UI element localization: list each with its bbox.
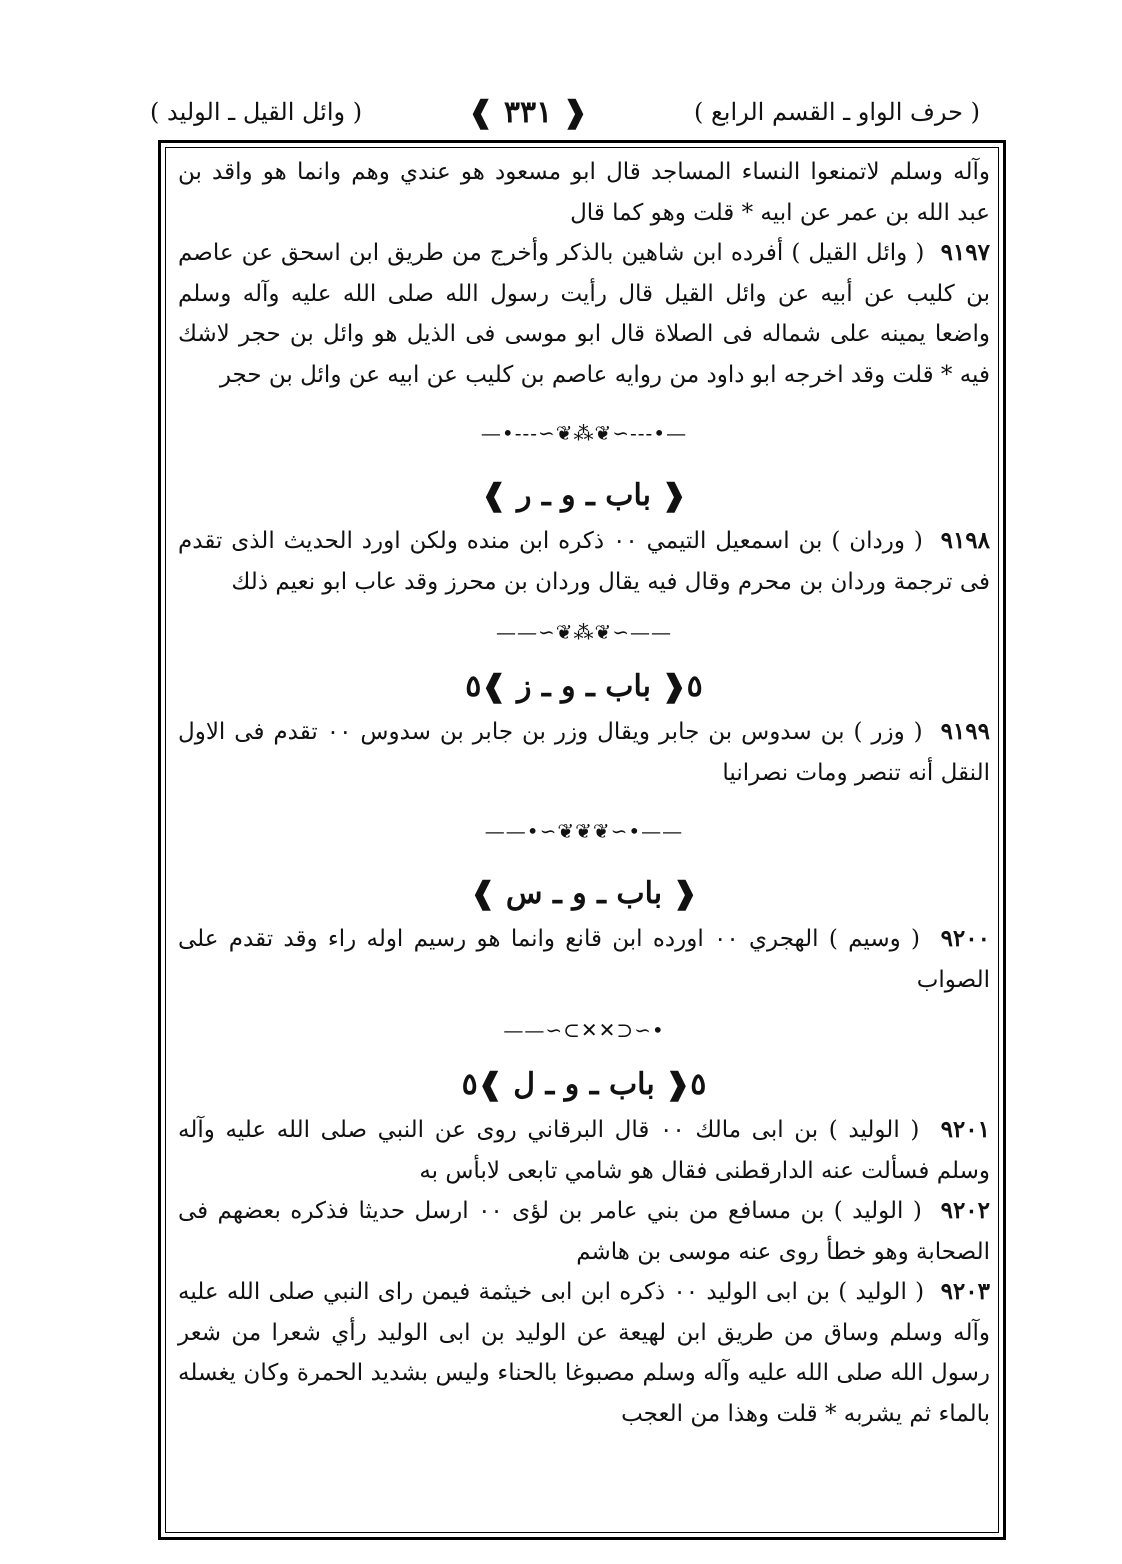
entry-number: ٩٢٠٢ (940, 1197, 991, 1224)
section-heading: ❰ باب ـ و ـ ر ❱ (481, 478, 687, 513)
entry-number: ٩١٩٩ (940, 718, 990, 745)
entry-text: ( الوليد ) بن مسافع من بني عامر بن لؤى ٠٠ ارسل حديثا فذكره بعضهم فى الصحابة وهو خطأ روى عنه موسى بن هاشم (178, 1198, 990, 1265)
entry-9198 (178, 521, 990, 602)
section-heading: ❰ باب ـ و ـ س ❱ (470, 876, 698, 911)
continued-line-1: وآله وسلم لاتمنعوا النساء المساجد قال ابو مسعود هو عندي وهم وانما هو واقد بن عبد الله بن عمر عن (178, 159, 990, 226)
entry-9201 (178, 1110, 990, 1191)
entry-text: ( وسيم ) الهجري ٠٠ اورده ابن قانع وانما هو رسيم اوله راء وقد تقدم على الصواب (178, 926, 990, 993)
entry-text: ( الوليد ) بن ابى الوليد ٠٠ ذكره ابن ابى خيثمة فيمن راى النبي صلى الله عليه وآله وسلم وساق من طريق ابن لهيعة عن الوليد بن ابى الوليد رأي شعرا من شعر رسول الله صلى الله عليه وآله وسلم مصبوغا بالحناء وليس بشديد الحمرة وكان يغسله بالماء ثم يشربه * قلت وهذا من العجب (178, 1279, 990, 1427)
page-header (150, 92, 980, 132)
entry-9199 (178, 712, 990, 793)
entry-text: ( وردان ) بن اسمعيل التيمي ٠٠ ذكره ابن منده ولكن اورد الحديث الذى تقدم فى ترجمة وردان بن محرم وقال فيه يقال وردان بن محرز وقد عاب ابو نعيم ذلك (178, 528, 990, 595)
ornament-divider: ——∽❦⁂❦∽—— (495, 620, 673, 644)
ornament-divider: ——•∽❦❦❦∽•—— (484, 819, 684, 843)
section-heading: ٥❰ باب ـ و ـ ز ❱٥ (465, 669, 703, 704)
entry-number: ٩٢٠١ (940, 1116, 990, 1143)
entry-number: ٩١٩٧ (940, 239, 990, 266)
page-body (178, 152, 990, 1434)
entry-text: ( وائل القيل ) أفرده ابن شاهين بالذكر وأخرج من طريق ابن اسحق عن عاصم بن كليب عن أبيه عن وائل القيل قال رأيت رسول الله صلى الله عليه وآله وسلم واضعا يمينه على شماله فى الصلاة قال ابو موسى فى الذيل هو وائل بن حجر لاشك فيه * قلت وقد اخرجه ابو داود من روايه عاصم بن كليب عن ابيه عن وائل بن حجر (178, 240, 990, 388)
entry-number: ٩٢٠٣ (940, 1278, 990, 1305)
entry-number: ٩١٩٨ (940, 527, 991, 554)
entry-number: ٩٢٠٠ (940, 925, 990, 952)
ornament-divider: ——∽⊂✕✕⊃∽• (503, 1018, 665, 1042)
entry-9203 (178, 1272, 990, 1434)
entry-9197 (178, 233, 990, 395)
page-number: ❰ ٣٣١ ❱ (468, 94, 588, 130)
continued-line-2: ابيه * قلت وهو كما قال (570, 199, 793, 226)
running-head-left: ( وائل القيل ـ الوليد ) (150, 98, 363, 126)
running-head-right: ( حرف الواو ـ القسم الرابع ) (694, 98, 980, 126)
entry-9202 (178, 1191, 990, 1272)
entry-9200 (178, 919, 990, 1000)
continued-text (178, 152, 990, 233)
entry-text: ( وزر ) بن سدوس بن جابر ويقال وزر بن جابر بن سدوس ٠٠ تقدم فى الاول النقل أنه تنصر ومات نصرانيا (178, 719, 990, 786)
section-heading: ٥❰ باب ـ و ـ ل ❱٥ (461, 1067, 707, 1102)
ornament-divider: —•‑‑‑∽❦⁂❦∽‑‑‑•— (480, 421, 688, 445)
entry-text: ( الوليد ) بن ابى مالك ٠٠ قال البرقاني روى عن النبي صلى الله عليه وآله وسلم فسألت عنه الدارقطنى فقال هو شامي تابعى لابأس به (178, 1117, 990, 1184)
